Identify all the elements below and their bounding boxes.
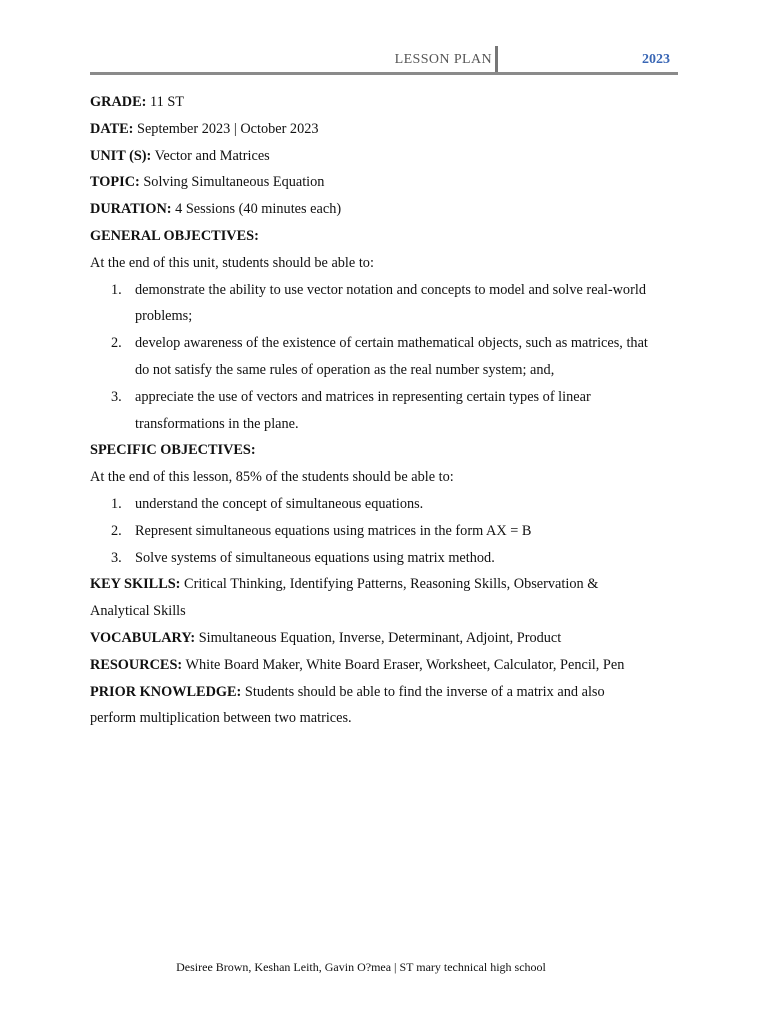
list-item [90, 491, 690, 518]
date-label: DATE: [90, 120, 134, 137]
list-item [90, 277, 690, 331]
key-skills-value: Critical Thinking, Identifying Patterns, Reasoning Skills, Observation & [180, 576, 599, 593]
grade-line [90, 89, 690, 116]
vocabulary-label: VOCABULARY: [90, 629, 196, 646]
list-text: demonstrate the ability to use vector notation and concepts to model and solve real-world [135, 281, 646, 298]
key-skills-line [90, 571, 690, 598]
list-text: Represent simultaneous equations using matrices in the form AX = B [135, 522, 532, 539]
topic-line [90, 169, 690, 196]
page-header [90, 44, 678, 74]
duration-line [90, 196, 690, 223]
date-line [90, 116, 690, 143]
list-item [90, 384, 690, 438]
key-skills-continuation: Analytical Skills [90, 603, 186, 620]
list-item [90, 330, 690, 384]
topic-label: TOPIC: [90, 174, 140, 191]
header-separator [495, 46, 498, 74]
duration-label: DURATION: [90, 201, 172, 218]
list-number: 1. [111, 281, 122, 298]
unit-label: UNIT (S): [90, 147, 152, 164]
list-item [90, 545, 690, 572]
list-number: 3. [111, 388, 122, 405]
list-text: problems; [135, 308, 193, 325]
list-text: Solve systems of simultaneous equations using matrix method. [135, 549, 495, 566]
lesson-plan-body [90, 89, 690, 732]
specific-objectives-heading: SPECIFIC OBJECTIVES: [90, 442, 256, 459]
list-number: 2. [111, 335, 122, 352]
vocabulary-value: Simultaneous Equation, Inverse, Determinant, Adjoint, Product [195, 629, 562, 646]
prior-knowledge-label: PRIOR KNOWLEDGE: [90, 683, 242, 700]
grade-label: GRADE: [90, 94, 147, 110]
header-rule [90, 72, 678, 75]
specific-objectives-intro: At the end of this lesson, 85% of the students should be able to: [90, 469, 454, 486]
list-text: understand the concept of simultaneous equations. [135, 495, 424, 512]
topic-value: Solving Simultaneous Equation [139, 174, 325, 191]
vocabulary-line [90, 625, 690, 652]
prior-knowledge-line [90, 679, 690, 706]
list-text: transformations in the plane. [135, 415, 299, 432]
key-skills-label: KEY SKILLS: [90, 576, 181, 593]
list-number: 2. [111, 522, 122, 539]
general-objectives-list [90, 277, 690, 438]
header-year: 2023 [642, 52, 670, 67]
general-objectives-intro: At the end of this unit, students should be able to: [90, 254, 374, 271]
prior-knowledge-continuation: perform multiplication between two matrices. [90, 710, 352, 727]
resources-label: RESOURCES: [90, 656, 183, 673]
list-item [90, 518, 690, 545]
specific-objectives-list [90, 491, 690, 571]
date-value: September 2023 | October 2023 [133, 120, 319, 137]
unit-value: Vector and Matrices [151, 147, 270, 164]
list-number: 3. [111, 549, 122, 566]
list-text: do not satisfy the same rules of operation as the real number system; and, [135, 361, 555, 378]
list-text: appreciate the use of vectors and matrices in representing certain types of linear [135, 388, 591, 405]
page-footer: Desiree Brown, Keshan Leith, Gavin O?mea | ST mary technical high school [176, 960, 546, 974]
duration-value: 4 Sessions (40 minutes each) [171, 201, 342, 218]
general-objectives-heading: GENERAL OBJECTIVES: [90, 227, 259, 244]
list-number: 1. [111, 495, 122, 512]
list-text: develop awareness of the existence of certain mathematical objects, such as matrices, that [135, 335, 648, 352]
resources-line [90, 652, 690, 679]
resources-value: White Board Maker, White Board Eraser, Worksheet, Calculator, Pencil, Pen [182, 656, 625, 673]
prior-knowledge-value: Students should be able to find the inverse of a matrix and also [241, 683, 605, 700]
unit-line [90, 143, 690, 170]
header-title: LESSON PLAN [394, 52, 492, 67]
grade-value: 11 ST [146, 94, 185, 110]
